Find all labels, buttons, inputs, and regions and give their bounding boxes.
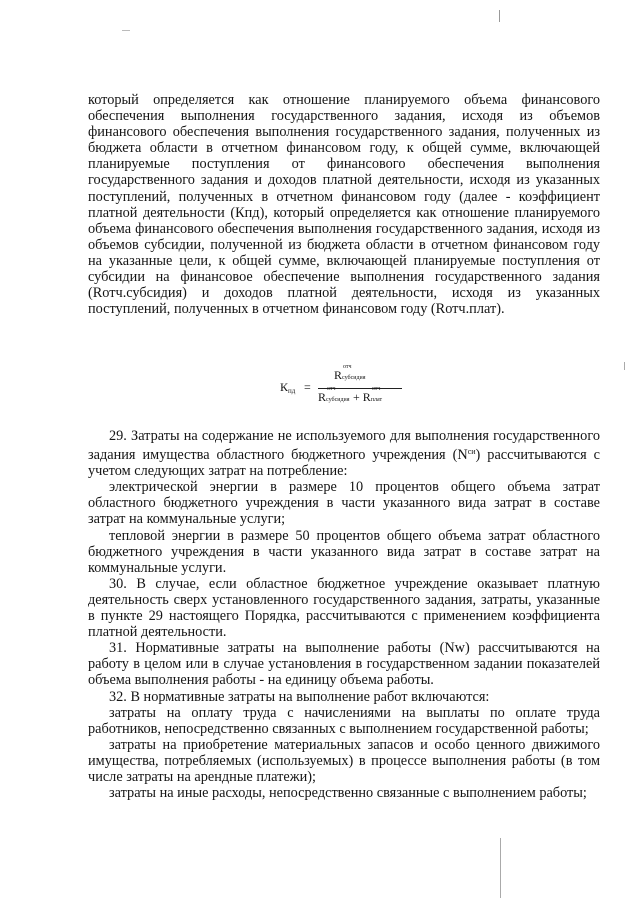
document-text: [88, 92, 600, 317]
paragraph-30: 30. В случае, если областное бюджетное учреждение оказывает платную деятельность сверх установленного государственного задания, затраты, указанные в пункте 29 настоящего Порядка, рассчитываются с применением коэффициента платной деятельности.: [88, 575, 600, 641]
scan-mark-right: [624, 362, 625, 370]
formula-den-sup-2: отч: [371, 386, 381, 392]
formula-den-scripts-2: [370, 386, 385, 404]
document-text-2: [88, 428, 600, 801]
formula-den-sup-1: отч: [327, 386, 336, 392]
scan-mark-dots: [122, 30, 130, 31]
formula-equals: =: [304, 380, 311, 394]
paragraph-32: 32. В нормативные затраты на выполнение работ включаются:: [109, 688, 490, 705]
formula-lhs-sub: пд: [288, 387, 296, 395]
formula-num-scripts: [342, 364, 366, 382]
paragraph-29-part1: 29. Затраты на содержание не используемого для выполнения государственного задания имущества областного бюджетного учреждения (N: [88, 428, 600, 464]
formula-den-r2: R: [362, 390, 371, 404]
formula-num-r: R: [334, 368, 343, 382]
formula-den-sub-2: плат: [370, 397, 383, 403]
paragraph-heat-energy: тепловой энергии в размере 50 процентов общего объема затрат областного бюджетного учреждения в части указанного вида затрат в составе затрат на коммунальные услуги.: [88, 527, 600, 576]
formula-denominator: [318, 386, 385, 405]
paragraph-materials-costs: затраты на приобретение материальных запасов и особо ценного движимого имущества, потребляемых (используемых) в процессе выполнения работы (в том числе затраты на арендные платежи);: [88, 736, 600, 785]
formula-lhs-symbol: К: [280, 380, 289, 394]
formula-numerator: [334, 364, 366, 383]
formula-den-r1: R: [318, 390, 327, 404]
paragraph-labor-costs: затраты на оплату труда с начислениями на выплаты по оплате труда работников, непосредственно связанных с выполнением государственной работы;: [88, 704, 600, 737]
paragraph-kpd-definition: который определяется как отношение планируемого объема финансового обеспечения выполнения государственного задания, исходя из объемов финансового обеспечения выполнения государственного задания, полученных из бюджета области в отчетном финансовом году, к общей сумме, включающей планируемые поступления от финансового обеспечения выполнения государственного задания и доходов платной деятельности, исходя из указанных поступлений, полученных в отчетном финансовом году (далее - коэффициент платной деятельности (Кпд), который определяется как отношение планируемого объема финансового обеспечения выполнения государственного задания, исходя из объемов субсидии, полученной из бюджета области в отчетном финансовом году на указанные цели, к общей сумме, включающей планируемые поступления от субсидии на финансовое обеспечение выполнения государственного задания (Rотч.субсидия) и доходов платной деятельности, исходя из указанных поступлений, полученных в отчетном финансовом году (Rотч.плат).: [88, 92, 600, 318]
formula-num-sub: субсидия: [342, 375, 366, 381]
formula-den-scripts-1: [326, 386, 350, 404]
formula-lhs: [280, 380, 295, 395]
scan-mark-bottom: [500, 838, 501, 898]
paragraph-29: [88, 428, 600, 479]
paragraph-29-part2: ) рассчитываются с учетом следующих затрат на потребление:: [88, 447, 600, 480]
paragraph-31: 31. Нормативные затраты на выполнение работы (Nw) рассчитываются на работу в целом или в случае установления в государственном задании показателей объема выполнения работы - на единицу объема работы.: [88, 640, 600, 689]
formula-plus: +: [353, 390, 360, 404]
scan-mark-top: [499, 10, 500, 22]
paragraph-electric-energy: электрической энергии в размере 10 процентов общего объема затрат областного бюджетного учреждения в части указанного вида затрат в составе затрат на коммунальные услуги;: [88, 479, 600, 528]
paragraph-29-sup: си: [467, 447, 476, 457]
formula-num-sup: отч: [343, 364, 352, 370]
formula-den-sub-1: субсидия: [326, 397, 350, 403]
paragraph-other-costs: затраты на иные расходы, непосредственно связанные с выполнением работы;: [109, 785, 587, 802]
formula-kpd: [280, 364, 440, 412]
